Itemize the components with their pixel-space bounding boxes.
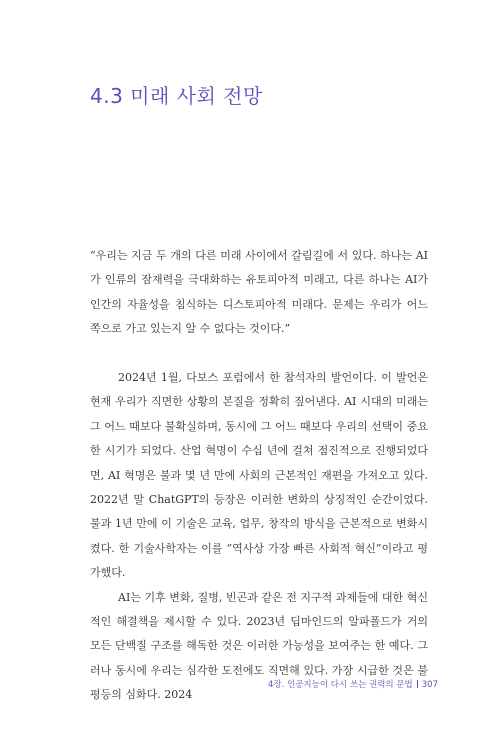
- footer-divider: [417, 680, 418, 688]
- paragraph: 2024년 1월, 다보스 포럼에서 한 참석자의 발언이다. 이 발언은 현재 우리가 직면한 상황의 본질을 정확히 짚어낸다. AI 시대의 미래는 그 어느 때보다 불확실하며, 동시에 그 어느 때보다 우리의 선택이 중요한 시기가 되었다. 산업 혁명이 수십 년에 걸쳐 점진적으로 진행되었다면, AI 혁명은 불과 몇 년 만에 사회의 근본적인 재편을 가져오고 있다. 2022년 말 ChatGPT의 등장은 이러한 변화의 상징적인 순간이었다. 불과 1년 만에 이 기술은 교육, 업무, 창작의 방식을 근본적으로 변화시켰다. 한 기술사학자는 이를 “역사상 가장 빠른 사회적 혁신”이라고 평가했다.: [90, 371, 428, 580]
- chapter-title: 4장. 인공지능이 다시 쓰는 권력의 문법: [267, 680, 413, 690]
- page-number: 307: [421, 680, 438, 690]
- quote-text: “우리는 지금 두 개의 다른 미래 사이에서 갈림길에 서 있다. 하나는 AI가 인류의 잠재력을 극대화하는 유토피아적 미래고, 다른 하나는 AI가 인간의 자율성을 침식하는 디스토피아적 미래다. 문제는 우리가 어느 쪽으로 가고 있는지 알 수 없다는 것이다.”: [90, 249, 428, 336]
- running-footer: [268, 678, 438, 690]
- paragraph: AI는 기후 변화, 질병, 빈곤과 같은 전 지구적 과제들에 대한 혁신적인 해결책을 제시할 수 있다. 2023년 딥마인드의 알파폴드가 거의 모든 단백질 구조를 해독한 것은 이러한 가능성을 보여주는 한 예다. 그러나 동시에 우리는 심각한 도전에도 직면해 있다. 가장 시급한 것은 불평등의 심화다. 2024: [90, 590, 428, 702]
- epigraph-quote: [90, 244, 428, 342]
- body-paragraphs: [90, 366, 428, 708]
- section-heading: 4.3 미래 사회 전망: [90, 84, 263, 108]
